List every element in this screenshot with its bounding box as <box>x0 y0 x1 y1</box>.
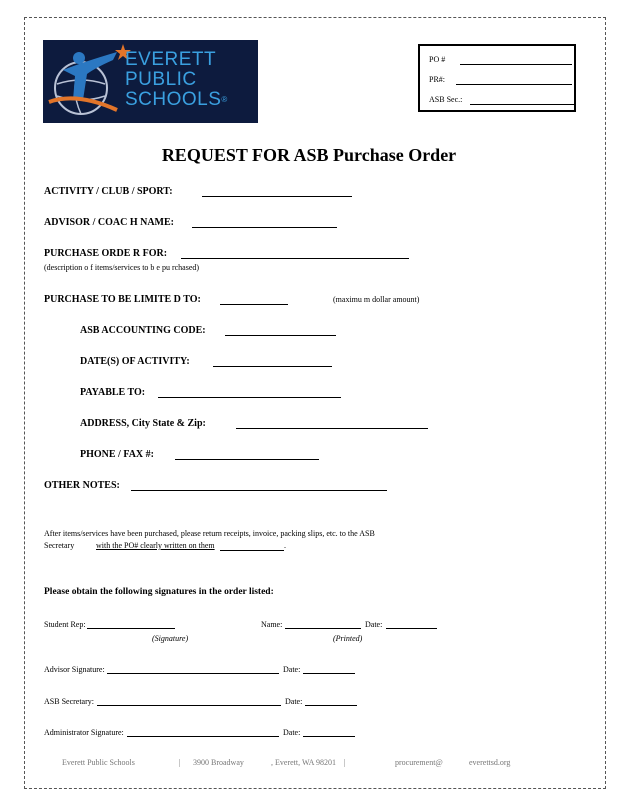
student-rep-label: Student Rep: <box>44 620 86 629</box>
po-for-description: (description o f items/services to b e pu rchased) <box>44 263 200 272</box>
pr-number-field[interactable] <box>456 84 572 85</box>
everett-logo <box>43 40 258 123</box>
registered-mark: ® <box>221 95 228 104</box>
activity-field[interactable] <box>202 196 352 197</box>
footer-city: , Everett, WA 98201 <box>271 758 336 767</box>
instructions-secretary: Secretary <box>44 541 75 550</box>
advisor-field[interactable] <box>192 227 337 228</box>
signatures-heading: Please obtain the following signatures in the order listed: <box>44 587 274 597</box>
po-for-label: PURCHASE ORDE R FOR: <box>44 248 168 259</box>
logo-line-schools-wrap <box>125 90 228 110</box>
accounting-code-label: ASB ACCOUNTING CODE: <box>80 325 206 336</box>
footer-org: Everett Public Schools <box>62 758 135 767</box>
asb-sec-field[interactable] <box>470 104 574 105</box>
po-number-field[interactable] <box>460 64 572 65</box>
printed-note: (Printed) <box>333 634 363 643</box>
signature-note: (Signature) <box>152 634 189 643</box>
phone-label: PHONE / FAX #: <box>80 449 154 460</box>
dates-field[interactable] <box>213 366 332 367</box>
instructions-period: . <box>284 541 286 550</box>
advisor-date-field[interactable] <box>303 673 355 674</box>
po-for-field[interactable] <box>181 258 409 259</box>
asb-secretary-label: ASB Secretary: <box>44 697 94 706</box>
student-rep-name-label: Name: <box>261 620 283 629</box>
student-rep-date-label: Date: <box>365 620 383 629</box>
footer-email-domain: everettsd.org <box>469 758 511 767</box>
notes-field[interactable] <box>131 490 387 491</box>
advisor-signature-label: Advisor Signature: <box>44 665 105 674</box>
advisor-date-label: Date: <box>283 665 301 674</box>
po-number-label: PO # <box>429 55 446 64</box>
administrator-signature-field[interactable] <box>127 736 279 737</box>
activity-label: ACTIVITY / CLUB / SPORT: <box>44 186 173 197</box>
limited-to-label: PURCHASE TO BE LIMITE D TO: <box>44 294 201 305</box>
pr-number-label: PR#: <box>429 75 446 84</box>
logo-line-public: PUBLIC <box>125 69 197 90</box>
address-field[interactable] <box>236 428 428 429</box>
advisor-signature-field[interactable] <box>107 673 279 674</box>
payable-field[interactable] <box>158 397 341 398</box>
student-rep-date-field[interactable] <box>386 628 437 629</box>
asb-secretary-date-field[interactable] <box>305 705 357 706</box>
dates-label: DATE(S) OF ACTIVITY: <box>80 356 190 367</box>
footer-street: 3900 Broadway <box>193 758 244 767</box>
page-title: REQUEST FOR ASB Purchase Order <box>161 145 457 165</box>
accounting-code-field[interactable] <box>225 335 336 336</box>
logo-line-everett: EVERETT <box>125 49 217 70</box>
phone-field[interactable] <box>175 459 319 460</box>
student-rep-name-field[interactable] <box>285 628 361 629</box>
instructions-line1: After items/services have been purchased, please return receipts, invoice, packing slips, etc. to the ASB <box>44 529 375 538</box>
administrator-signature-label: Administrator Signature: <box>44 728 124 737</box>
footer-separator-2: | <box>344 758 346 767</box>
instructions-underline <box>220 550 284 551</box>
administrator-date-field[interactable] <box>303 736 355 737</box>
limited-to-note: (maximu m dollar amount) <box>333 295 420 304</box>
logo-line-schools: SCHOOLS <box>125 89 222 110</box>
logo-wordmark <box>125 50 228 110</box>
asb-secretary-date-label: Date: <box>285 697 303 706</box>
po-box <box>418 44 576 112</box>
footer-separator-1: | <box>179 758 181 767</box>
administrator-date-label: Date: <box>283 728 301 737</box>
footer-email-user: procurement@ <box>395 758 443 767</box>
student-rep-signature-field[interactable] <box>87 628 175 629</box>
asb-sec-label: ASB Sec.: <box>429 95 463 104</box>
address-label: ADDRESS, City State & Zip: <box>80 418 206 429</box>
limited-to-field[interactable] <box>220 304 288 305</box>
asb-secretary-signature-field[interactable] <box>97 705 281 706</box>
payable-label: PAYABLE TO: <box>80 387 146 398</box>
instructions-po-note: with the PO# clearly written on them <box>96 541 215 550</box>
advisor-label: ADVISOR / COAC H NAME: <box>44 217 174 228</box>
notes-label: OTHER NOTES: <box>44 480 120 491</box>
